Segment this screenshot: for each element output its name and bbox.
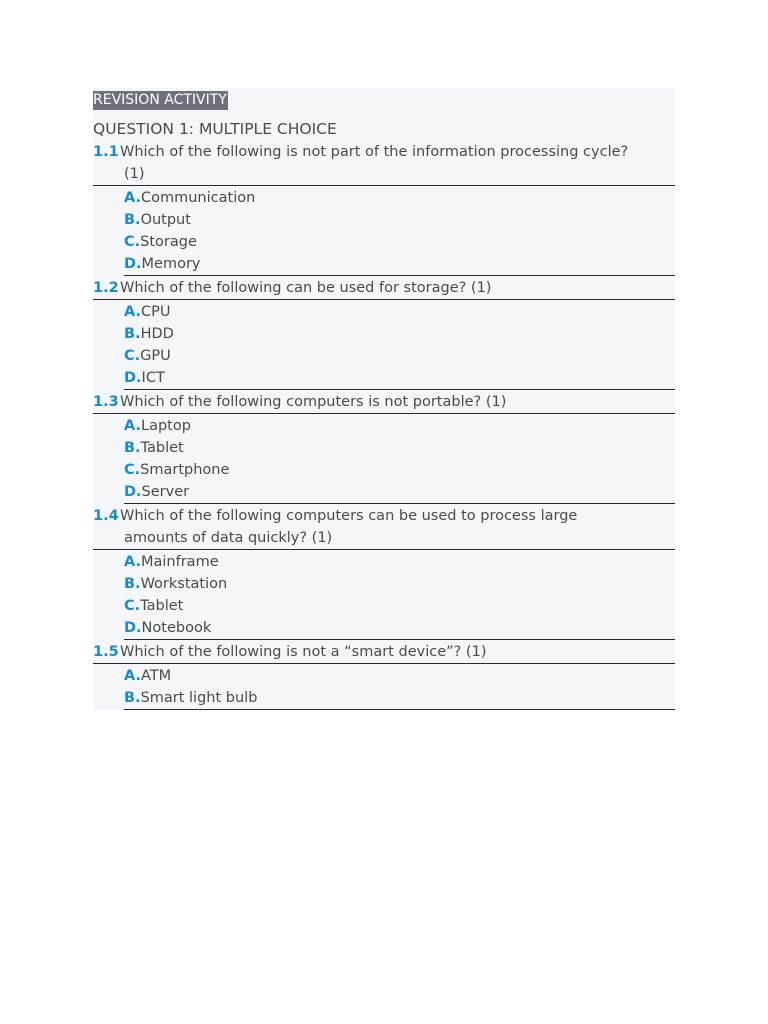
option-letter: B. [124, 440, 141, 456]
option-text: Smartphone [140, 462, 230, 478]
option-letter: D. [124, 370, 142, 386]
revision-activity-banner: REVISION ACTIVITY [93, 92, 227, 108]
option-b [124, 323, 675, 345]
option-letter: A. [124, 190, 141, 206]
question-number: 1.1 [93, 144, 119, 160]
worksheet [93, 88, 675, 710]
option-letter: D. [124, 256, 142, 272]
option-text: Communication [141, 190, 256, 206]
option-text: Mainframe [141, 554, 219, 570]
question-1-1 [93, 140, 675, 186]
option-text: ICT [141, 370, 165, 386]
option-d [124, 253, 675, 275]
question-number: 1.4 [93, 508, 119, 524]
option-text: Workstation [140, 576, 228, 592]
option-text: CPU [141, 304, 171, 320]
question-text-line-2: (1) [124, 166, 145, 182]
option-letter: C. [124, 598, 141, 614]
option-letter: A. [124, 418, 141, 434]
question-text-line-1: Which of the following can be used for storage? (1) [120, 280, 492, 296]
option-text: GPU [140, 348, 171, 364]
option-letter: C. [124, 348, 141, 364]
option-letter: A. [124, 304, 141, 320]
option-b [124, 687, 675, 709]
option-a [124, 665, 675, 687]
option-b [124, 437, 675, 459]
option-letter: B. [124, 690, 141, 706]
option-text: HDD [140, 326, 174, 342]
option-text: Tablet [140, 440, 184, 456]
question-number: 1.5 [93, 644, 119, 660]
option-d [124, 481, 675, 503]
option-text: Output [140, 212, 191, 228]
question-text [120, 141, 675, 185]
question-text-line-1: Which of the following is not part of the information processing cycle? [120, 144, 629, 160]
option-d [124, 617, 675, 639]
question-text-line-1: Which of the following computers can be used to process large [120, 508, 578, 524]
options-1-4 [124, 550, 675, 640]
question-number: 1.2 [93, 280, 119, 296]
option-text: Memory [141, 256, 201, 272]
option-b [124, 209, 675, 231]
option-c [124, 345, 675, 367]
question-1-2 [93, 276, 675, 300]
option-letter: A. [124, 554, 141, 570]
option-a [124, 415, 675, 437]
question-1-4 [93, 504, 675, 550]
option-text: ATM [141, 668, 172, 684]
question-text-line-1: Which of the following is not a “smart device”? (1) [120, 644, 487, 660]
option-text: Notebook [141, 620, 212, 636]
option-text: Storage [140, 234, 197, 250]
question-1-3 [93, 390, 675, 414]
options-1-1 [124, 186, 675, 276]
option-c [124, 231, 675, 253]
options-1-3 [124, 414, 675, 504]
option-letter: A. [124, 668, 141, 684]
option-letter: C. [124, 234, 141, 250]
option-letter: B. [124, 326, 141, 342]
option-c [124, 595, 675, 617]
option-letter: D. [124, 484, 142, 500]
option-text: Tablet [140, 598, 184, 614]
option-d [124, 367, 675, 389]
question-text-line-2: amounts of data quickly? (1) [124, 530, 333, 546]
question-text [120, 641, 675, 663]
option-a [124, 551, 675, 573]
question-1-5 [93, 640, 675, 664]
question-text [120, 277, 675, 299]
option-c [124, 459, 675, 481]
option-text: Laptop [141, 418, 191, 434]
question-text [120, 391, 675, 413]
option-b [124, 573, 675, 595]
option-letter: B. [124, 212, 141, 228]
option-text: Smart light bulb [140, 690, 258, 706]
section-title: QUESTION 1: MULTIPLE CHOICE [93, 120, 337, 138]
question-number: 1.3 [93, 394, 119, 410]
option-text: Server [141, 484, 190, 500]
option-letter: D. [124, 620, 142, 636]
options-1-2 [124, 300, 675, 390]
option-a [124, 187, 675, 209]
option-a [124, 301, 675, 323]
option-letter: C. [124, 462, 141, 478]
question-text [120, 505, 675, 549]
option-letter: B. [124, 576, 141, 592]
question-text-line-1: Which of the following computers is not portable? (1) [120, 394, 507, 410]
options-1-5 [124, 664, 675, 710]
